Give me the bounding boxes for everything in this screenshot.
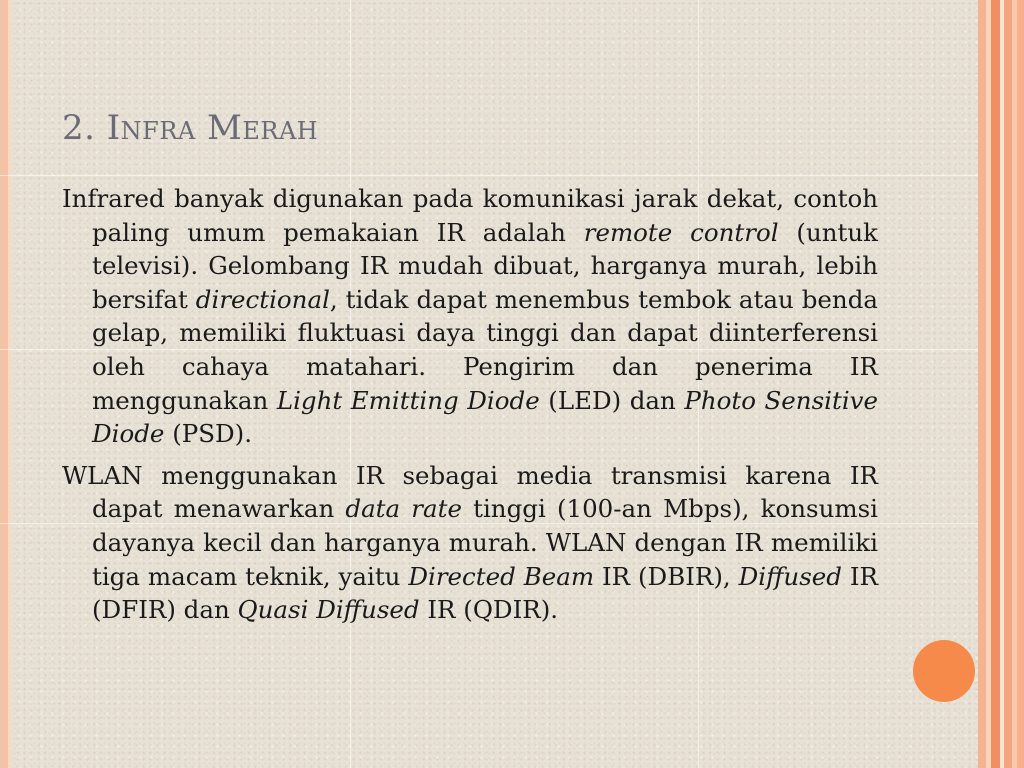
italic-term: Light Emitting Diode [276,385,540,415]
body-paragraph [62,459,878,627]
italic-term: data rate [345,494,462,524]
italic-term: Diffused [738,561,842,591]
left-accent-strip [0,0,11,768]
orange-circle-decoration [913,640,975,702]
right-decorative-stripes [978,0,1024,768]
text-run: Infrared banyak digunakan pada komunikasi jarak dekat, contoh paling umum pemakaian IR adalah [62,184,878,247]
slide-body [62,182,878,635]
text-run: (PSD). [164,419,253,449]
stripe [1004,0,1012,768]
stripe [978,0,986,768]
italic-term: Photo Sensitive Diode [92,385,878,449]
stripe [1017,0,1024,768]
text-run: IR (DFIR) dan [92,561,879,625]
grid-line [0,175,990,176]
italic-term: Quasi Diffused [237,595,420,625]
text-run: WLAN menggunakan IR sebagai media transmisi karena IR dapat menawarkan [62,460,878,524]
italic-term: Directed Beam [408,561,595,591]
text-run: (LED) dan [539,385,685,415]
italic-term: directional [195,284,330,314]
italic-term: remote control [583,217,779,247]
text-run: tinggi (100-an Mbps), konsumsi dayanya kecil dan harganya murah. WLAN dengan IR memiliki tiga macam teknik, yaitu [92,494,878,591]
text-run: (untuk televisi). Gelombang IR mudah dibuat, harganya murah, lebih bersifat [92,217,879,314]
slide-title: 2. Infra Merah [62,108,319,148]
body-paragraph [62,182,878,451]
stripe [991,0,1000,768]
text-run: IR (QDIR). [419,595,559,625]
text-run: , tidak dapat menembus tembok atau benda gelap, memiliki fluktuasi daya tinggi dan dapat diinterferensi oleh cahaya matahari. Pengirim dan penerima IR menggunakan [92,284,878,415]
text-run: IR (DBIR), [594,561,739,591]
